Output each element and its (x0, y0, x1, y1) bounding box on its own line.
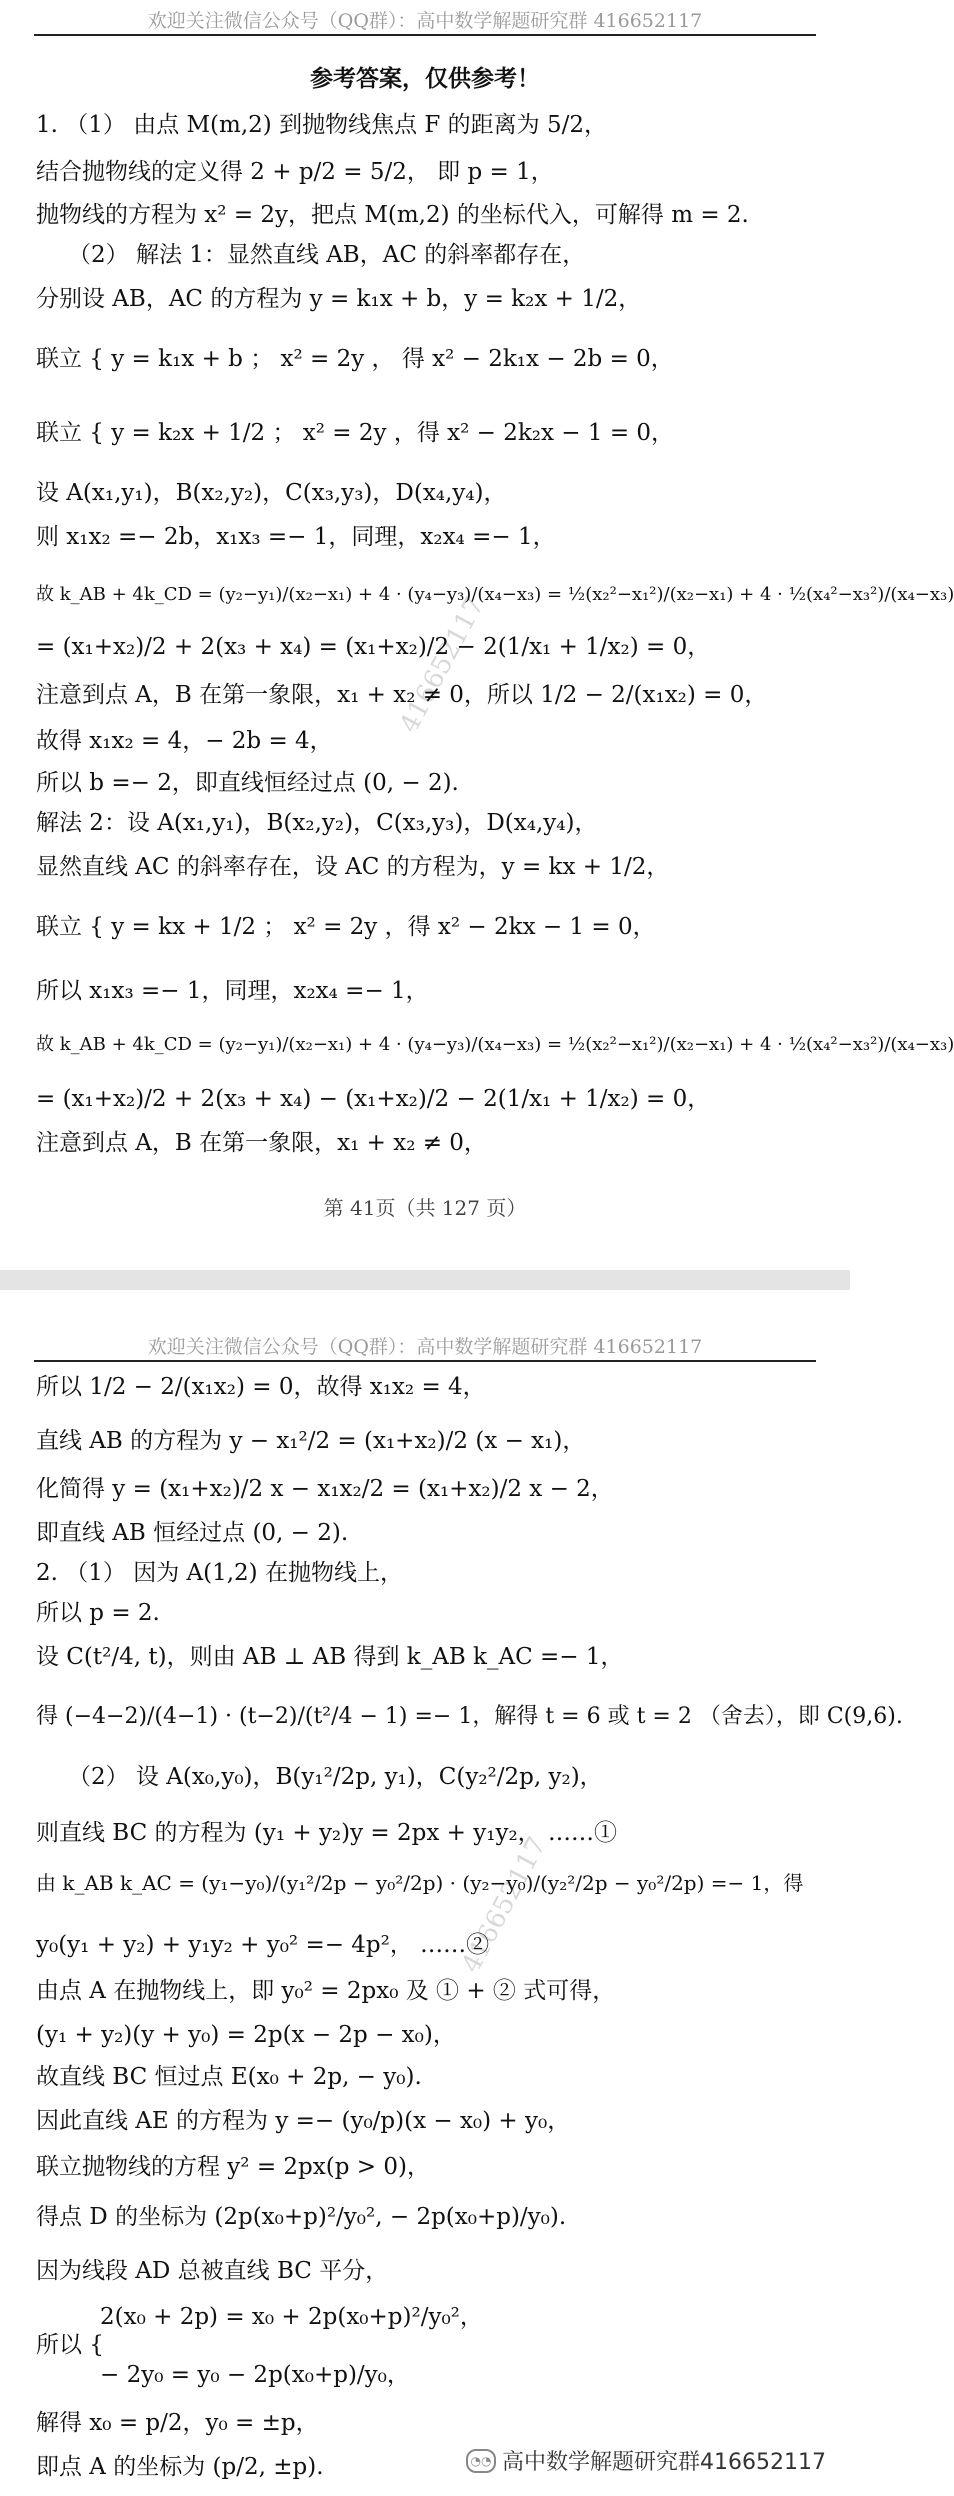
wechat-logo (466, 2445, 826, 2476)
text-line: 得点 D 的坐标为 (2p(x₀+p)²/y₀², − 2p(x₀+p)/y₀). (36, 2204, 567, 2230)
text-line: 所以 x₁x₃ =− 1，同理，x₂x₄ =− 1， (36, 978, 429, 1004)
text-line: 注意到点 A，B 在第一象限，x₁ + x₂ ≠ 0， (36, 1130, 487, 1156)
text-line: 显然直线 AC 的斜率存在，设 AC 的方程为，y = kx + 1/2， (36, 854, 670, 880)
text-line: y₀(y₁ + y₂) + y₁y₂ + y₀² =− 4p²， ……② (36, 1932, 490, 1958)
text-line: 所以 { (36, 2332, 104, 2358)
text-line: （2） 解法 1：显然直线 AB，AC 的斜率都存在， (68, 242, 586, 268)
text-line: 由 k_AB k_AC = (y₁−y₀)/(y₁²/2p − y₀²/2p) · (y₂−y₀)/(y₂²/2p − y₀²/2p) =− 1，得 (36, 1871, 804, 1895)
text-line: 结合抛物线的定义得 2 + p/2 = 5/2， 即 p = 1， (36, 159, 554, 185)
wechat-icon: ◔◔ (466, 2449, 496, 2473)
logo-text: 高中数学解题研究群416652117 (502, 2450, 826, 2475)
text-line: 故直线 BC 恒过点 E(x₀ + 2p, − y₀). (36, 2064, 422, 2090)
text-line: 2. （1） 因为 A(1,2) 在抛物线上， (36, 1560, 403, 1586)
page-footer: 第 41页（共 127 页） (323, 1196, 527, 1220)
text-line: 联立 { y = k₁x + b ； x² = 2y ， 得 x² − 2k₁x − 2b = 0， (36, 346, 674, 372)
text-line: 注意到点 A，B 在第一象限，x₁ + x₂ ≠ 0，所以 1/2 − 2/(x₁x₂) = 0， (36, 682, 768, 708)
text-line: 设 A(x₁,y₁)，B(x₂,y₂)，C(x₃,y₃)，D(x₄,y₄)， (36, 480, 507, 506)
text-line: = (x₁+x₂)/2 + 2(x₃ + x₄) − (x₁+x₂)/2 − 2(1/x₁ + 1/x₂) = 0， (36, 1086, 711, 1112)
text-line: (y₁ + y₂)(y + y₀) = 2p(x − 2p − x₀)， (36, 2022, 456, 2048)
text-line: 故 k_AB + 4k_CD = (y₂−y₁)/(x₂−x₁) + 4 · (y₄−y₃)/(x₄−x₃) = ½(x₂²−x₁²)/(x₂−x₁) + 4 · ½(x₄²−x₃²)/(x₄−x₃) (36, 584, 954, 605)
text-line: （2） 设 A(x₀,y₀)，B(y₁²/2p, y₁)，C(y₂²/2p, y₂)， (68, 1764, 603, 1790)
text-line: 则 x₁x₂ =− 2b，x₁x₃ =− 1，同理，x₂x₄ =− 1， (36, 524, 556, 550)
text-line: 即点 A 的坐标为 (p/2, ±p). (36, 2454, 324, 2480)
text-line: 由点 A 在抛物线上，即 y₀² = 2px₀ 及 ① + ② 式可得， (36, 1978, 616, 2004)
watermark: 416652117 (394, 592, 491, 738)
header-rule (34, 1360, 816, 1362)
text-line: 设 C(t²/4, t)，则由 AB ⊥ AB 得到 k_AB k_AC =− 1， (36, 1644, 624, 1670)
page-header: 欢迎关注微信公众号（QQ群）：高中数学解题研究群 416652117 (147, 10, 703, 32)
header-rule (34, 34, 816, 36)
text-line: 化简得 y = (x₁+x₂)/2 x − x₁x₂/2 = (x₁+x₂)/2 x − 2， (36, 1476, 614, 1502)
text-line: 故 k_AB + 4k_CD = (y₂−y₁)/(x₂−x₁) + 4 · (y₄−y₃)/(x₄−x₃) = ½(x₂²−x₁²)/(x₂−x₁) + 4 · ½(x₄²−x₃²)/(x₄−x₃) (36, 1034, 954, 1055)
text-line: − 2y₀ = y₀ − 2p(x₀+p)/y₀， (100, 2362, 410, 2388)
page-header: 欢迎关注微信公众号（QQ群）：高中数学解题研究群 416652117 (147, 1336, 703, 1358)
text-line: 解法 2：设 A(x₁,y₁)，B(x₂,y₂)，C(x₃,y₃)，D(x₄,y₄)， (36, 810, 598, 836)
text-line: 因此直线 AE 的方程为 y =− (y₀/p)(x − x₀) + y₀， (36, 2108, 571, 2134)
text-line: 分别设 AB，AC 的方程为 y = k₁x + b，y = k₂x + 1/2， (36, 286, 642, 312)
text-line: 故得 x₁x₂ = 4，− 2b = 4， (36, 728, 333, 754)
text-line: 联立 { y = k₂x + 1/2 ； x² = 2y ，得 x² − 2k₂x − 1 = 0， (36, 420, 675, 446)
text-line: 抛物线的方程为 x² = 2y，把点 M(m,2) 的坐标代入，可解得 m = 2. (36, 202, 749, 228)
text-line: 1. （1） 由点 M(m,2) 到抛物线焦点 F 的距离为 5/2， (36, 112, 607, 138)
page-42 (0, 1290, 903, 2496)
text-line: 所以 b =− 2，即直线恒经过点 (0, − 2). (36, 770, 459, 796)
text-line: 联立 { y = kx + 1/2 ； x² = 2y ，得 x² − 2kx − 1 = 0， (36, 914, 656, 940)
text-line: 直线 AB 的方程为 y − x₁²/2 = (x₁+x₂)/2 (x − x₁)， (36, 1428, 586, 1454)
text-line: 解得 x₀ = p/2，y₀ = ±p， (36, 2410, 319, 2436)
text-line: 则直线 BC 的方程为 (y₁ + y₂)y = 2px + y₁y₂， ……① (36, 1820, 617, 1846)
text-line: 所以 p = 2. (36, 1600, 160, 1626)
text-line: 得 (−4−2)/(4−1) · (t−2)/(t²/4 − 1) =− 1，解得 t = 6 或 t = 2 （舍去），即 C(9,6). (36, 1704, 903, 1729)
answer-title: 参考答案，仅供参考！ (310, 65, 540, 92)
text-line: 因为线段 AD 总被直线 BC 平分， (36, 2258, 389, 2284)
text-line: = (x₁+x₂)/2 + 2(x₃ + x₄) = (x₁+x₂)/2 − 2(1/x₁ + 1/x₂) = 0， (36, 634, 711, 660)
text-line: 即直线 AB 恒经过点 (0, − 2). (36, 1520, 349, 1546)
page-separator (0, 1270, 850, 1290)
watermark: 416652117 (456, 1832, 553, 1978)
text-line: 联立抛物线的方程 y² = 2px(p > 0)， (36, 2154, 430, 2180)
text-line: 所以 1/2 − 2/(x₁x₂) = 0，故得 x₁x₂ = 4， (36, 1374, 486, 1400)
text-line: 2(x₀ + 2p) = x₀ + 2p(x₀+p)²/y₀²， (100, 2304, 483, 2330)
